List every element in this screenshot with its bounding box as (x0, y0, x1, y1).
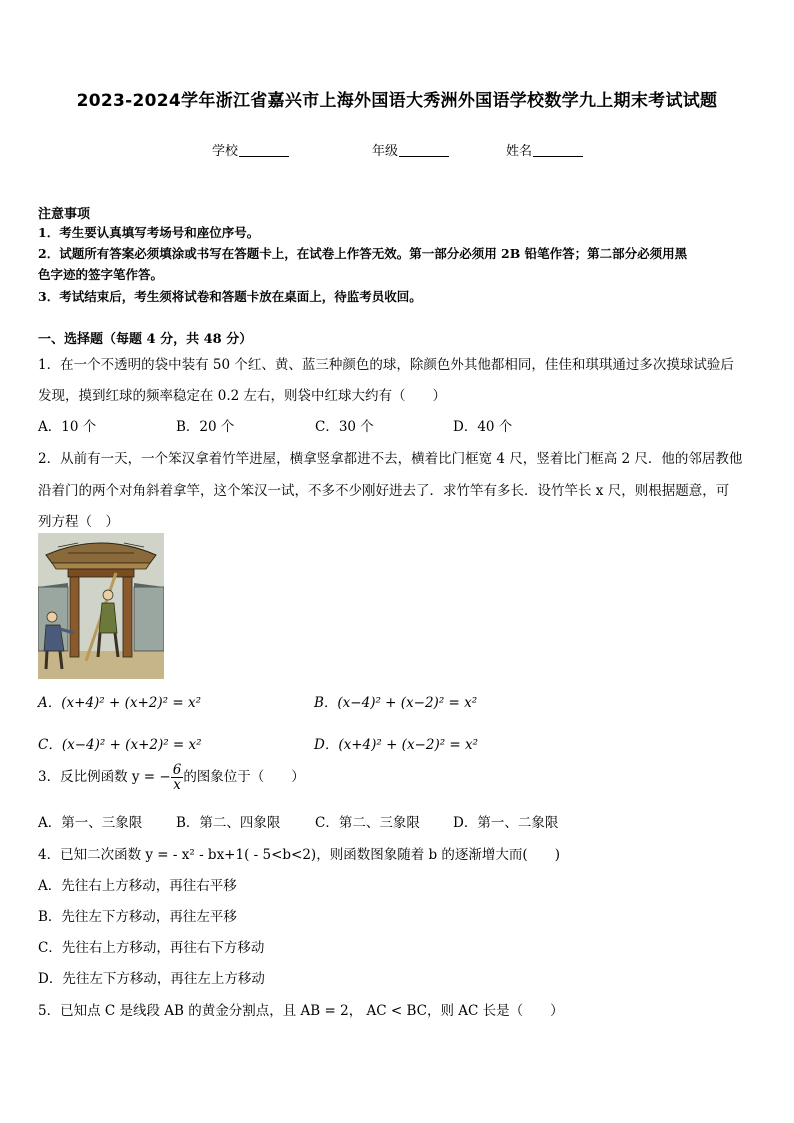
q1-line2: 发现，摸到红球的频率稳定在 0.2 左右，则袋中红球大约有（ ） (38, 388, 447, 404)
school-label: 学校 (212, 144, 239, 159)
q1-option-d: D．40 个 (453, 419, 513, 435)
school-field (212, 140, 289, 159)
q4-option-a: A．先往右上方移动，再往右平移 (38, 878, 237, 894)
note-2-cont: 色字迹的签字笔作答。 (38, 267, 164, 282)
q3-option-a: A．第一、三象限 (38, 815, 143, 831)
q3-option-c: C．第二、三象限 (315, 815, 420, 831)
page-title: 2023-2024学年浙江省嘉兴市上海外国语大秀洲外国语学校数学九上期末考试试题 (76, 91, 718, 111)
q3-numerator: 6 (172, 762, 182, 778)
q3-stem (38, 763, 305, 792)
grade-field (372, 140, 449, 159)
grade-blank (399, 144, 449, 157)
q1-line1: 1．在一个不透明的袋中装有 50 个红、黄、蓝三种颜色的球，除颜色外其他都相同，佳佳和琪琪通过多次摸球试验后 (38, 357, 734, 373)
q2-option-a: A．(x+4)² + (x+2)² = x² (38, 695, 201, 711)
q3-option-b: B．第二、四象限 (176, 815, 281, 831)
notes-heading: 注意事项 (38, 207, 91, 222)
q1-option-b: B．20 个 (176, 419, 235, 435)
name-label: 姓名 (506, 144, 533, 159)
q4-option-d: D．先往左下方移动，再往左上方移动 (38, 971, 265, 987)
grade-label: 年级 (372, 144, 399, 159)
school-blank (239, 144, 289, 157)
q2-option-d: D．(x+4)² + (x−2)² = x² (314, 737, 479, 753)
q5-line1: 5．已知点 C 是线段 AB 的黄金分割点，且 AB = 2， AC < BC，则 AC 长是（ ） (38, 1003, 564, 1019)
bamboo-door-illustration (38, 533, 164, 679)
q3-denominator: x (173, 777, 181, 793)
name-field (506, 140, 583, 159)
q2-option-b: B．(x−4)² + (x−2)² = x² (314, 695, 478, 711)
note-1: 1．考生要认真填写考场号和座位序号。 (38, 225, 260, 240)
q2-line2: 沿着门的两个对角斜着拿竿，这个笨汉一试，不多不少刚好进去了．求竹竿有多长．设竹竿长 x 尺，则根据题意，可 (38, 483, 730, 499)
q3-prefix: 3．反比例函数 y = − (38, 769, 171, 785)
note-2: 2．试题所有答案必须填涂或书写在答题卡上，在试卷上作答无效。第一部分必须用 2B 铅笔作答；第二部分必须用黑 (38, 246, 688, 261)
q3-suffix: 的图象位于（ ） (183, 769, 305, 785)
note-3: 3．考试结束后，考生须将试卷和答题卡放在桌面上，待监考员收回。 (38, 289, 422, 304)
q2-line1: 2．从前有一天，一个笨汉拿着竹竿进屋，横拿竖拿都进不去，横着比门框宽 4 尺，竖着比门框高 2 尺．他的邻居教他 (38, 451, 743, 467)
q3-fraction (171, 763, 184, 792)
q4-option-b: B．先往左下方移动，再往左平移 (38, 909, 237, 925)
q4-line1: 4．已知二次函数 y = - x² - bx+1( - 5<b<2)，则函数图象随着 b 的逐渐增大而( ) (38, 847, 560, 863)
q3-option-d: D．第一、二象限 (453, 815, 559, 831)
q1-option-a: A．10 个 (38, 419, 97, 435)
q4-option-c: C．先往右上方移动，再往右下方移动 (38, 940, 265, 956)
q2-line3: 列方程（ ） (38, 514, 119, 530)
name-blank (533, 144, 583, 157)
q2-option-c: C．(x−4)² + (x+2)² = x² (38, 737, 202, 753)
section-heading: 一、选择题（每题 4 分，共 48 分） (38, 332, 253, 347)
q1-option-c: C．30 个 (315, 419, 374, 435)
